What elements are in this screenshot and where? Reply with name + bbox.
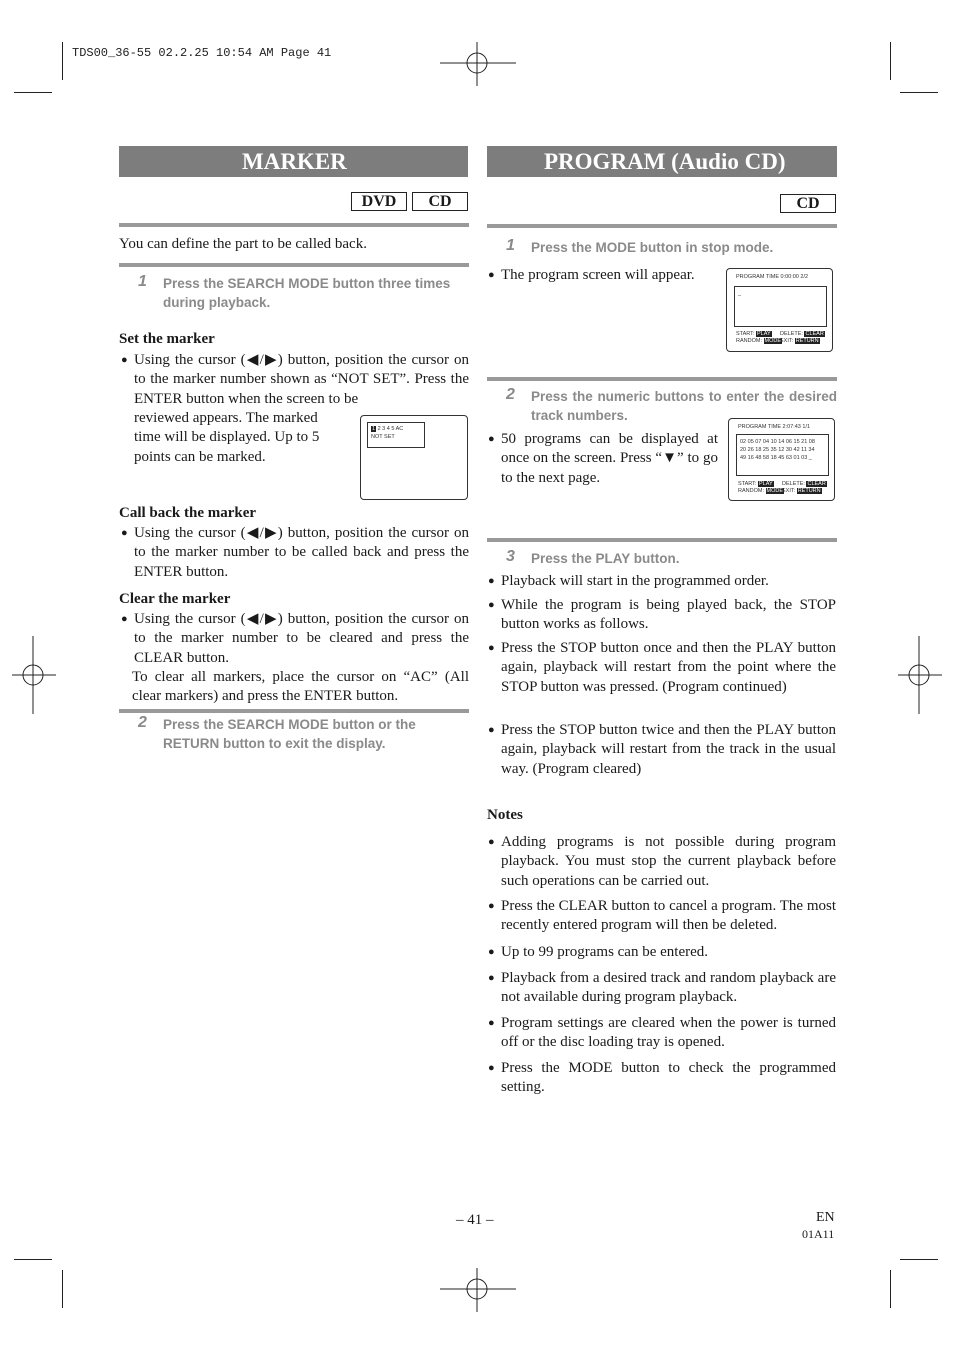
list-item: ● Press the MODE button to check the programmed setting. — [488, 1060, 836, 1096]
clear-marker-heading: Clear the marker — [119, 591, 231, 607]
step-instruction: Press the SEARCH MODE button or the RETURN button to exit the display. — [163, 717, 416, 751]
program-screen-empty: PROGRAM TIME 0:00:00 2/2 _ START: PLAY RANDOM: MODE DELETE: CLEAR EXIT: RETURN — [726, 268, 833, 352]
step-instruction: Press the MODE button in stop mode. — [531, 240, 774, 255]
clear-all-text: To clear all markers, place the cursor on “AC” (All clear markers) and press the ENTER button. — [132, 669, 469, 705]
list-item: ● Press the STOP button once and then the PLAY button again, playback will restart from the point where the STOP button was pressed. (Program continued) — [488, 640, 836, 695]
registration-mark-right — [898, 636, 942, 714]
step-number: 1 — [138, 273, 147, 290]
marker-intro: You can define the part to be called back. — [119, 236, 367, 252]
set-marker-text: ● Using the cursor (◀/▶) button, position the cursor on to the marker number shown as “NOT SET”. Press the ENTER button when the screen to be — [121, 352, 469, 407]
divider — [119, 263, 469, 267]
divider — [487, 377, 837, 381]
set-marker-text-cont: reviewed appears. The marked time will be displayed. Up to 5 points can be marked. — [134, 410, 320, 465]
step-number: 3 — [506, 548, 515, 565]
divider — [487, 538, 837, 542]
clear-marker-text: ● Using the cursor (◀/▶) button, position the cursor on to the marker number to be cleared and press the CLEAR button. — [121, 611, 469, 666]
program-screen-note: ● The program screen will appear. — [488, 267, 695, 283]
call-marker-heading: Call back the marker — [119, 505, 257, 521]
registration-mark-left — [12, 636, 56, 714]
list-item: ● Adding programs is not possible during program playback. You must stop the current playback before such operations can be carried out. — [488, 834, 836, 889]
cd-tag: CD — [780, 194, 836, 213]
list-item: ● Press the CLEAR button to cancel a program. The most recently entered program will then be deleted. — [488, 898, 836, 934]
divider — [119, 709, 469, 713]
step-number: 2 — [138, 714, 147, 731]
list-item: ● Press the STOP button twice and then the PLAY button again, playback will restart from the track in the usual way. (Program cleared) — [488, 722, 836, 777]
list-item: ● Playback from a desired track and random playback are not available during program playback. — [488, 970, 836, 1006]
program-title: PROGRAM (Audio CD) — [487, 146, 837, 177]
step-instruction: Press the PLAY button. — [531, 551, 680, 566]
print-slug: TDS00_36-55 02.2.25 10:54 AM Page 41 — [72, 46, 332, 60]
doc-code: 01A11 — [802, 1227, 835, 1241]
marker-title: MARKER — [119, 146, 468, 177]
registration-mark-bottom — [440, 1268, 516, 1312]
page-number: – 41 – — [456, 1212, 494, 1228]
set-marker-heading: Set the marker — [119, 331, 215, 347]
step-number: 1 — [506, 237, 515, 254]
program-screen-filled: PROGRAM TIME 2:07:43 1/1 02 05 07 04 10 14 06 15 21 08 20 26 18 25 35 12 30 42 11 34 49 16 48 58 18 45 63 01 03 _ START: PLAY RANDOM: MODE DELETE: CLEAR EXIT: RETURN — [728, 418, 835, 501]
registration-mark-top — [440, 42, 516, 86]
program-page-note: ● 50 programs can be displayed at once on the screen. Press “▼” to go to the next page. — [488, 431, 718, 486]
call-marker-text: ● Using the cursor (◀/▶) button, position the cursor on to the marker number to be called back and press the ENTER button. — [121, 525, 469, 580]
step-instruction: Press the numeric buttons to enter the desired track numbers. — [531, 389, 837, 423]
language-code: EN — [816, 1210, 835, 1225]
marker-screen: 1 2 3 4 5 AC NOT SET — [360, 415, 468, 500]
list-item: ● Playback will start in the programmed order. — [488, 573, 769, 589]
notes-heading: Notes — [487, 807, 523, 823]
dvd-tag: DVD — [351, 192, 407, 211]
step-instruction: Press the SEARCH MODE button three times during playback. — [163, 276, 451, 310]
list-item: ● Program settings are cleared when the power is turned off or the disc loading tray is opened. — [488, 1015, 836, 1051]
cd-tag: CD — [412, 192, 468, 211]
divider — [487, 224, 837, 228]
list-item: ● Up to 99 programs can be entered. — [488, 944, 709, 960]
list-item: ● While the program is being played back, the STOP button works as follows. — [488, 597, 836, 633]
step-number: 2 — [506, 386, 515, 403]
divider — [119, 223, 469, 227]
